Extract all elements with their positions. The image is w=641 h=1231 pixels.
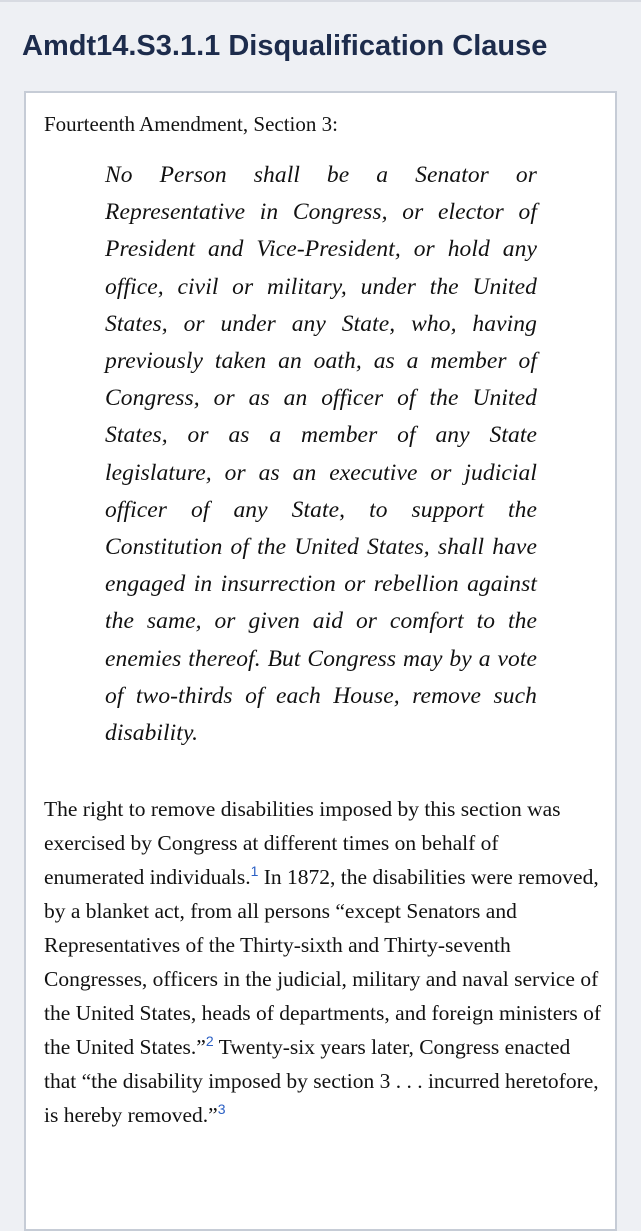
commentary-text-1: The right to remove disabilities imposed by this section was exercised by Congress at different times on behalf of enumerated individuals. [44,797,561,890]
footnote-link-2[interactable]: 2 [205,1033,214,1050]
commentary-paragraph [44,792,604,1132]
commentary-text-2: In 1872, the disabilities were removed, by a blanket act, from all persons “except Senators and Representatives of the Thirty-sixth and Thirty-seventh Congresses, officers in the judicial, military and naval service of the United States, heads of departments, and foreign ministers of the United States.” [44,865,602,1060]
footnote-link-3[interactable]: 3 [217,1101,226,1118]
amendment-quote: No Person shall be a Senator or Representative in Congress, or elector of President and Vice-President, or hold any office, civil or military, under the United States, or under any State, who, having previously taken an oath, as a member of Congress, or as an officer of the United States, or as a member of any State legislature, or as an executive or judicial officer of any State, to support the Constitution of the United States, shall have engaged in insurrection or rebellion against the same, or given aid or comfort to the enemies thereof. But Congress may by a vote of two-thirds of each House, remove such disability. [105,162,537,747]
page-title: Amdt14.S3.1.1 Disqualification Clause [22,30,548,62]
footnote-link-1[interactable]: 1 [250,863,259,880]
content-card [24,91,617,1231]
top-divider [0,0,641,2]
commentary-text-3: Twenty-six years later, Congress enacted that “the disability imposed by section 3 . . . incurred heretofore, is hereby removed.” [44,1035,599,1128]
section-label: Fourteenth Amendment, Section 3: [44,112,338,136]
